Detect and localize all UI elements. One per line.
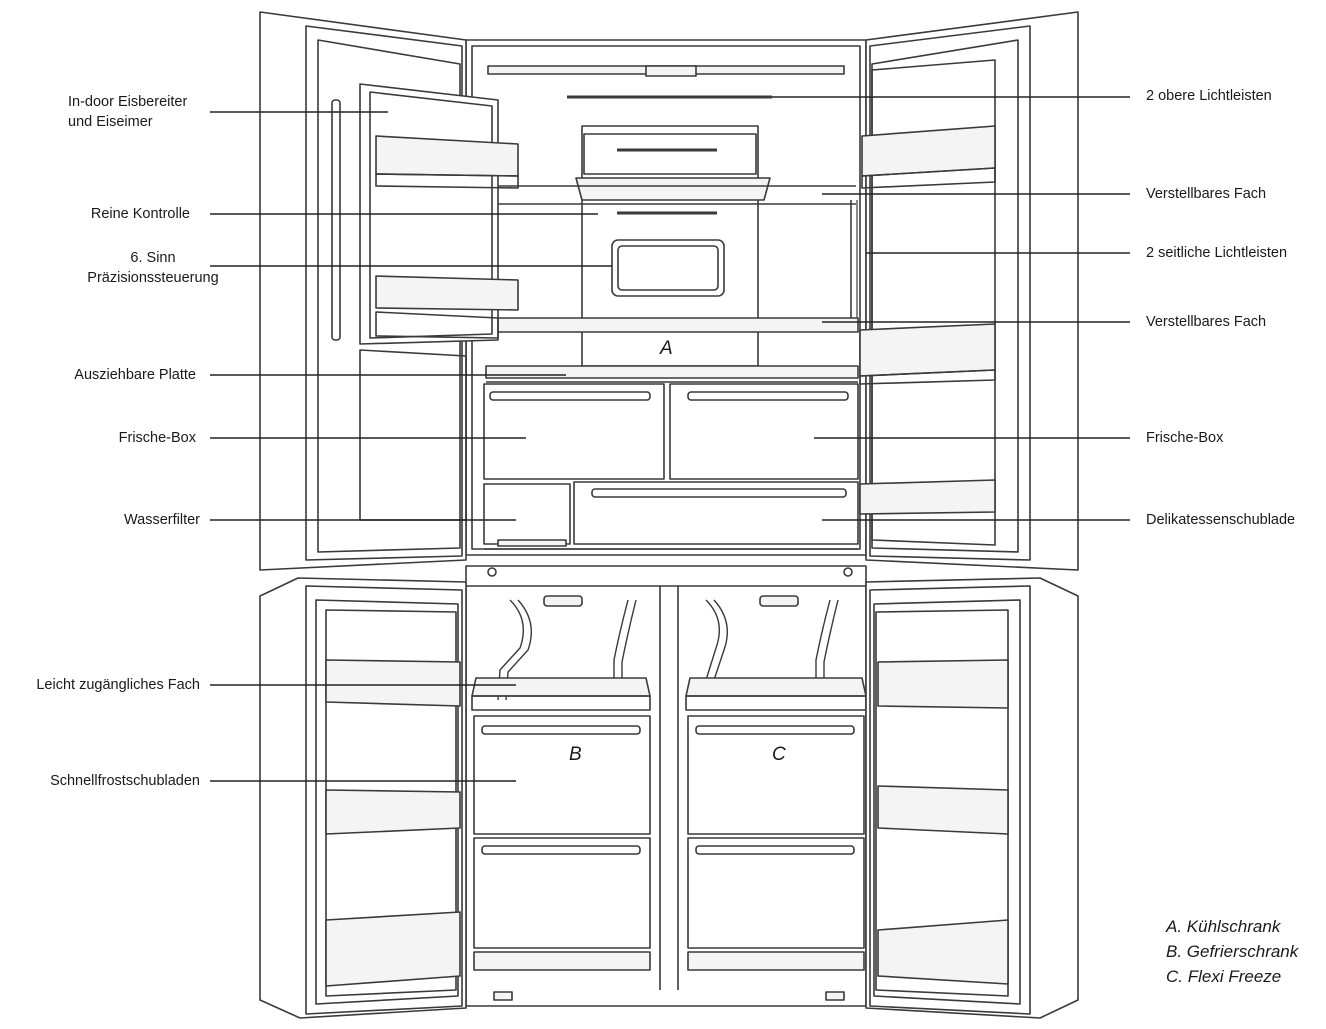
slide-out-plate bbox=[486, 366, 858, 378]
label-sinn: 6. Sinn Präzisionssteuerung bbox=[87, 250, 219, 286]
easy-access-shelf-b bbox=[472, 678, 650, 696]
legend-item-a: A. Kühlschrank bbox=[1166, 917, 1281, 936]
fresh-box-right bbox=[670, 384, 858, 479]
fresh-box-left bbox=[484, 384, 664, 479]
legend bbox=[1166, 914, 1298, 989]
shelf-upper bbox=[576, 178, 770, 200]
label-wasserfilter: Wasserfilter bbox=[124, 512, 200, 528]
label-delikatessen: Delikatessenschublade bbox=[1146, 512, 1296, 528]
label-fach-2: Verstellbares Fach bbox=[1146, 314, 1267, 330]
label-frische-left: Frische-Box bbox=[118, 430, 196, 446]
label-kontrolle: Reine Kontrolle bbox=[90, 206, 190, 222]
legend-item-b: B. Gefrierschrank bbox=[1166, 942, 1299, 961]
door-bin-ur-2 bbox=[860, 324, 995, 376]
zone-label-c: C bbox=[772, 744, 786, 765]
zone-label-a: A bbox=[660, 338, 673, 359]
door-bin-lr-3 bbox=[878, 920, 1008, 984]
legend-item-c: C. Flexi Freeze bbox=[1166, 967, 1282, 986]
label-lichtleisten-seite: 2 seitliche Lichtleisten bbox=[1146, 245, 1288, 261]
control-panel bbox=[612, 240, 724, 296]
label-eisbereiter: In-door Eisbereiter und Eiseimer bbox=[68, 94, 188, 130]
door-bin-ll-2 bbox=[326, 790, 460, 834]
shelf-middle bbox=[478, 318, 858, 332]
easy-access-shelf-c bbox=[686, 678, 866, 696]
label-fach-1: Verstellbares Fach bbox=[1146, 186, 1267, 202]
label-fach-leicht: Leicht zugängliches Fach bbox=[36, 677, 200, 693]
water-filter bbox=[484, 484, 570, 544]
label-lichtleisten-oben: 2 obere Lichtleisten bbox=[1146, 88, 1272, 104]
zone-label-b: B bbox=[569, 744, 582, 765]
door-bin-ul-2 bbox=[376, 276, 518, 310]
door-bin-ul-1 bbox=[376, 136, 518, 176]
deli-drawer bbox=[574, 482, 858, 544]
door-bin-lr-2 bbox=[878, 786, 1008, 834]
door-bin-ur-3 bbox=[860, 480, 995, 514]
door-bin-lr-1 bbox=[878, 660, 1008, 708]
door-bin-ll-1 bbox=[326, 660, 460, 706]
door-bin-ll-3 bbox=[326, 912, 460, 986]
label-platte: Ausziehbare Platte bbox=[74, 367, 196, 383]
label-schnellfrost: Schnellfrostschubladen bbox=[50, 773, 200, 789]
label-frische-right: Frische-Box bbox=[1146, 430, 1224, 446]
